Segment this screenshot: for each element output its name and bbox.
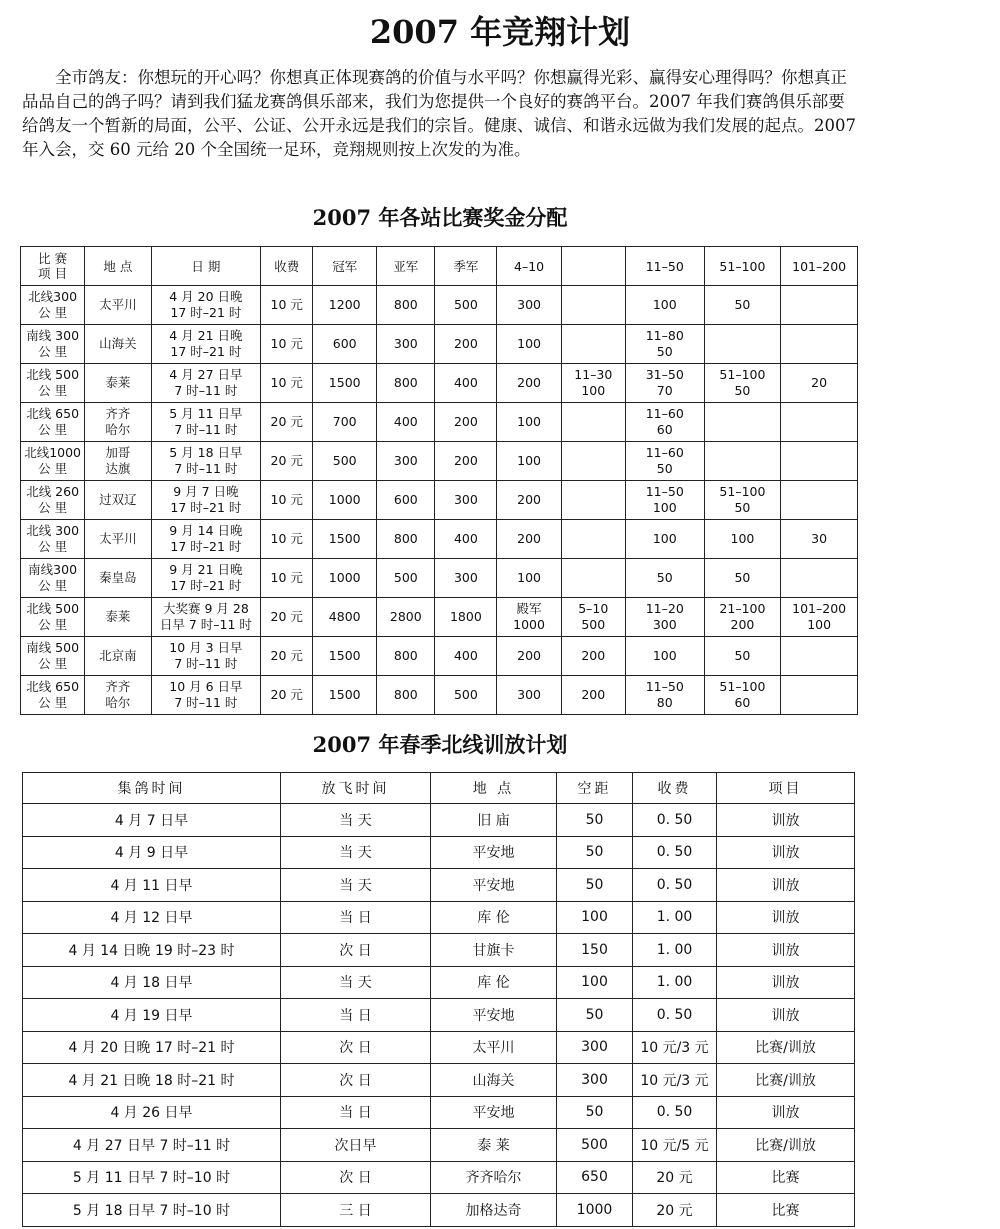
prize-cell: 4 月 20 日晚 17 时–21 时	[151, 286, 261, 325]
prize-cell: 100	[497, 325, 561, 364]
training-cell: 4 月 12 日早	[23, 901, 281, 934]
training-row	[23, 1161, 855, 1194]
prize-row	[21, 637, 858, 676]
prize-cell: 51–100 60	[704, 676, 781, 715]
prize-cell: 1500	[313, 364, 377, 403]
prize-cell: 北线 500 公 里	[21, 364, 85, 403]
prize-cell: 200	[435, 325, 497, 364]
prize-cell: 1000	[313, 481, 377, 520]
prize-cell: 10 月 3 日早 7 时–11 时	[151, 637, 261, 676]
training-cell: 次 日	[281, 1161, 431, 1194]
prize-cell: 20 元	[261, 676, 313, 715]
prize-cell: 1000	[313, 559, 377, 598]
training-cell: 次日早	[281, 1129, 431, 1162]
training-row	[23, 869, 855, 902]
training-header-cell: 放飞时间	[281, 773, 431, 804]
prize-header-cell: 比 赛 项 目	[21, 247, 85, 286]
training-header-cell: 收费	[633, 773, 717, 804]
prize-cell: 4800	[313, 598, 377, 637]
training-cell: 300	[557, 1064, 633, 1097]
prize-cell: 500	[377, 559, 435, 598]
prize-cell: 200	[497, 364, 561, 403]
training-cell: 当 天	[281, 966, 431, 999]
prize-cell: 100	[497, 559, 561, 598]
prize-cell: 300	[435, 559, 497, 598]
training-cell: 300	[557, 1031, 633, 1064]
training-cell: 5 月 18 日早 7 时–10 时	[23, 1194, 281, 1227]
prize-cell: 北京南	[85, 637, 151, 676]
prize-cell: 10 元	[261, 481, 313, 520]
prize-cell: 北线 500 公 里	[21, 598, 85, 637]
training-cell: 训放	[717, 836, 855, 869]
prize-cell	[781, 481, 858, 520]
prize-cell: 南线 500 公 里	[21, 637, 85, 676]
prize-cell: 50	[704, 286, 781, 325]
prize-table	[20, 246, 858, 715]
training-cell: 0. 50	[633, 804, 717, 837]
prize-cell: 51–100 50	[704, 364, 781, 403]
prize-header-cell	[561, 247, 625, 286]
prize-row	[21, 286, 858, 325]
training-cell: 当 天	[281, 804, 431, 837]
prize-cell: 300	[377, 325, 435, 364]
training-cell: 训放	[717, 901, 855, 934]
prize-header-cell: 日 期	[151, 247, 261, 286]
prize-header-cell: 地 点	[85, 247, 151, 286]
training-cell: 50	[557, 836, 633, 869]
training-cell: 5 月 11 日早 7 时–10 时	[23, 1161, 281, 1194]
training-row	[23, 836, 855, 869]
prize-cell: 20 元	[261, 403, 313, 442]
training-cell: 650	[557, 1161, 633, 1194]
training-cell: 当 天	[281, 836, 431, 869]
training-cell: 训放	[717, 966, 855, 999]
training-cell: 50	[557, 869, 633, 902]
prize-cell: 400	[435, 520, 497, 559]
prize-cell	[561, 442, 625, 481]
training-cell: 20 元	[633, 1194, 717, 1227]
prize-cell: 4 月 27 日早 7 时–11 时	[151, 364, 261, 403]
prize-cell: 北线 650 公 里	[21, 676, 85, 715]
prize-row	[21, 442, 858, 481]
training-cell: 当 日	[281, 901, 431, 934]
prize-cell: 11–60 50	[625, 442, 704, 481]
prize-cell	[561, 559, 625, 598]
prize-cell: 加哥 达旗	[85, 442, 151, 481]
prize-cell	[561, 325, 625, 364]
training-cell: 1. 00	[633, 901, 717, 934]
training-cell: 平安地	[431, 1096, 557, 1129]
training-cell: 10 元/3 元	[633, 1064, 717, 1097]
prize-cell: 500	[435, 286, 497, 325]
prize-cell: 11–60 60	[625, 403, 704, 442]
prize-cell	[781, 442, 858, 481]
prize-header-cell: 4–10	[497, 247, 561, 286]
training-cell: 4 月 26 日早	[23, 1096, 281, 1129]
prize-cell: 800	[377, 637, 435, 676]
prize-row	[21, 559, 858, 598]
prize-cell: 北线 650 公 里	[21, 403, 85, 442]
prize-cell: 10 元	[261, 325, 313, 364]
training-cell: 次 日	[281, 1064, 431, 1097]
prize-cell: 21–100 200	[704, 598, 781, 637]
prize-cell: 300	[497, 286, 561, 325]
training-row	[23, 804, 855, 837]
prize-header-cell: 101–200	[781, 247, 858, 286]
prize-cell: 200	[435, 403, 497, 442]
prize-cell: 31–50 70	[625, 364, 704, 403]
training-header-cell: 集鸽时间	[23, 773, 281, 804]
training-cell: 训放	[717, 1096, 855, 1129]
training-row	[23, 1064, 855, 1097]
prize-cell: 100	[704, 520, 781, 559]
prize-cell: 100	[625, 286, 704, 325]
prize-cell: 20 元	[261, 637, 313, 676]
prize-cell: 20	[781, 364, 858, 403]
prize-cell: 50	[704, 559, 781, 598]
training-cell: 训放	[717, 869, 855, 902]
training-table-title: 2007 年春季北线训放计划	[312, 732, 568, 757]
prize-cell: 400	[435, 364, 497, 403]
training-row	[23, 934, 855, 967]
prize-cell: 300	[497, 676, 561, 715]
training-cell: 100	[557, 966, 633, 999]
prize-cell	[704, 442, 781, 481]
training-cell: 平安地	[431, 836, 557, 869]
prize-cell: 山海关	[85, 325, 151, 364]
training-table	[22, 772, 855, 1227]
prize-cell: 10 元	[261, 520, 313, 559]
training-cell: 训放	[717, 804, 855, 837]
training-cell: 当 日	[281, 1096, 431, 1129]
prize-cell: 2800	[377, 598, 435, 637]
prize-cell	[781, 286, 858, 325]
prize-cell: 200	[497, 481, 561, 520]
intro-paragraph: 全市鸽友：你想玩的开心吗？你想真正体现赛鸽的价值与水平吗？你想赢得光彩、赢得安心理得吗？你想真正品品自己的鸽子吗？请到我们猛龙赛鸽俱乐部来，我们为您提供一个良好的赛鸽平台。2007 年我们赛鸽俱乐部要给鸽友一个暂新的局面，公平、公证、公开永远是我们的宗旨。健康、诚信、和谐永远做为我们发展的起点。2007 年入会，交 60 元给 20 个全国统一足环，竞翔规则按上次发的为准。	[22, 68, 856, 159]
training-cell: 0. 50	[633, 1096, 717, 1129]
training-cell: 次 日	[281, 1031, 431, 1064]
prize-row	[21, 676, 858, 715]
training-header-cell: 项目	[717, 773, 855, 804]
prize-cell: 9 月 21 日晚 17 时–21 时	[151, 559, 261, 598]
prize-cell: 北线 260 公 里	[21, 481, 85, 520]
prize-header-row	[21, 247, 858, 286]
prize-cell: 10 元	[261, 286, 313, 325]
training-cell: 训放	[717, 999, 855, 1032]
training-cell: 500	[557, 1129, 633, 1162]
prize-cell: 300	[377, 442, 435, 481]
training-cell: 平安地	[431, 869, 557, 902]
training-cell: 加格达奇	[431, 1194, 557, 1227]
training-cell: 库 伦	[431, 901, 557, 934]
training-cell: 山海关	[431, 1064, 557, 1097]
prize-cell: 800	[377, 520, 435, 559]
prize-row	[21, 598, 858, 637]
prize-cell: 秦皇岛	[85, 559, 151, 598]
prize-cell	[781, 403, 858, 442]
prize-cell	[781, 637, 858, 676]
prize-cell	[561, 520, 625, 559]
prize-cell: 1800	[435, 598, 497, 637]
prize-cell: 50	[625, 559, 704, 598]
training-cell: 1. 00	[633, 934, 717, 967]
training-cell: 比赛/训放	[717, 1064, 855, 1097]
training-cell: 10 元/3 元	[633, 1031, 717, 1064]
training-cell: 4 月 9 日早	[23, 836, 281, 869]
training-row	[23, 901, 855, 934]
training-cell: 当 天	[281, 869, 431, 902]
training-cell: 库 伦	[431, 966, 557, 999]
training-cell: 甘旗卡	[431, 934, 557, 967]
prize-cell: 51–100 50	[704, 481, 781, 520]
training-cell: 4 月 20 日晚 17 时–21 时	[23, 1031, 281, 1064]
prize-row	[21, 481, 858, 520]
prize-cell: 11–50 80	[625, 676, 704, 715]
training-row	[23, 1194, 855, 1227]
training-row	[23, 999, 855, 1032]
prize-cell: 700	[313, 403, 377, 442]
training-cell: 0. 50	[633, 999, 717, 1032]
prize-cell: 过双辽	[85, 481, 151, 520]
prize-cell: 9 月 7 日晚 17 时–21 时	[151, 481, 261, 520]
prize-cell: 5 月 18 日早 7 时–11 时	[151, 442, 261, 481]
training-cell: 比赛/训放	[717, 1031, 855, 1064]
prize-cell: 100	[625, 637, 704, 676]
prize-cell: 南线 300 公 里	[21, 325, 85, 364]
prize-cell: 400	[377, 403, 435, 442]
prize-table-title: 2007 年各站比赛奖金分配	[312, 205, 568, 230]
prize-cell: 500	[435, 676, 497, 715]
prize-cell: 300	[435, 481, 497, 520]
prize-header-cell: 季军	[435, 247, 497, 286]
prize-cell: 11–50 100	[625, 481, 704, 520]
training-cell: 三 日	[281, 1194, 431, 1227]
training-cell: 1. 00	[633, 966, 717, 999]
training-cell: 1000	[557, 1194, 633, 1227]
prize-cell	[561, 403, 625, 442]
training-cell: 旧 庙	[431, 804, 557, 837]
prize-cell: 南线300 公 里	[21, 559, 85, 598]
prize-cell: 北线1000 公 里	[21, 442, 85, 481]
prize-cell: 100	[497, 403, 561, 442]
prize-row	[21, 403, 858, 442]
training-row	[23, 966, 855, 999]
prize-cell: 北线 300 公 里	[21, 520, 85, 559]
training-cell: 50	[557, 1096, 633, 1129]
training-row	[23, 1031, 855, 1064]
prize-cell	[781, 325, 858, 364]
prize-row	[21, 325, 858, 364]
training-row	[23, 1129, 855, 1162]
training-cell: 100	[557, 901, 633, 934]
prize-cell: 20 元	[261, 598, 313, 637]
prize-cell: 齐齐 哈尔	[85, 403, 151, 442]
prize-cell: 齐齐 哈尔	[85, 676, 151, 715]
training-cell: 训放	[717, 934, 855, 967]
prize-cell: 殿军 1000	[497, 598, 561, 637]
prize-cell: 800	[377, 676, 435, 715]
prize-cell: 太平川	[85, 286, 151, 325]
training-cell: 平安地	[431, 999, 557, 1032]
prize-row	[21, 520, 858, 559]
prize-header-cell: 冠军	[313, 247, 377, 286]
prize-cell: 600	[313, 325, 377, 364]
training-cell: 10 元/5 元	[633, 1129, 717, 1162]
prize-cell	[781, 559, 858, 598]
training-cell: 0. 50	[633, 836, 717, 869]
prize-header-cell: 11–50	[625, 247, 704, 286]
prize-cell	[561, 481, 625, 520]
prize-cell	[561, 286, 625, 325]
prize-cell: 10 元	[261, 559, 313, 598]
prize-cell: 9 月 14 日晚 17 时–21 时	[151, 520, 261, 559]
prize-cell: 20 元	[261, 442, 313, 481]
prize-cell: 600	[377, 481, 435, 520]
training-header-cell: 地 点	[431, 773, 557, 804]
prize-cell: 太平川	[85, 520, 151, 559]
training-cell: 4 月 18 日早	[23, 966, 281, 999]
training-cell: 当 日	[281, 999, 431, 1032]
prize-cell: 泰莱	[85, 364, 151, 403]
prize-cell: 30	[781, 520, 858, 559]
prize-cell: 5 月 11 日早 7 时–11 时	[151, 403, 261, 442]
training-cell: 比赛	[717, 1161, 855, 1194]
prize-header-cell: 收费	[261, 247, 313, 286]
training-cell: 比赛	[717, 1194, 855, 1227]
prize-cell: 10 月 6 日早 7 时–11 时	[151, 676, 261, 715]
prize-header-cell: 51–100	[704, 247, 781, 286]
prize-cell: 200	[497, 637, 561, 676]
prize-cell: 100	[497, 442, 561, 481]
training-cell: 4 月 14 日晚 19 时–23 时	[23, 934, 281, 967]
prize-cell: 11–30 100	[561, 364, 625, 403]
prize-cell: 5–10 500	[561, 598, 625, 637]
prize-cell: 4 月 21 日晚 17 时–21 时	[151, 325, 261, 364]
prize-cell	[704, 325, 781, 364]
training-cell: 齐齐哈尔	[431, 1161, 557, 1194]
prize-cell: 11–80 50	[625, 325, 704, 364]
page-title: 2007 年竞翔计划	[369, 13, 631, 51]
prize-cell: 200	[561, 637, 625, 676]
prize-cell: 100	[625, 520, 704, 559]
prize-cell: 200	[561, 676, 625, 715]
training-cell: 50	[557, 804, 633, 837]
training-cell: 50	[557, 999, 633, 1032]
prize-cell: 1200	[313, 286, 377, 325]
training-cell: 150	[557, 934, 633, 967]
prize-cell: 200	[497, 520, 561, 559]
training-cell: 4 月 7 日早	[23, 804, 281, 837]
prize-cell: 200	[435, 442, 497, 481]
training-header-row	[23, 773, 855, 804]
prize-cell: 1500	[313, 676, 377, 715]
prize-cell: 10 元	[261, 364, 313, 403]
training-cell: 次 日	[281, 934, 431, 967]
prize-cell: 50	[704, 637, 781, 676]
training-cell: 4 月 27 日早 7 时–11 时	[23, 1129, 281, 1162]
prize-cell: 500	[313, 442, 377, 481]
prize-cell: 1500	[313, 637, 377, 676]
prize-cell: 101–200 100	[781, 598, 858, 637]
training-cell: 太平川	[431, 1031, 557, 1064]
training-cell: 4 月 19 日早	[23, 999, 281, 1032]
prize-cell: 800	[377, 364, 435, 403]
prize-cell: 400	[435, 637, 497, 676]
prize-cell: 泰莱	[85, 598, 151, 637]
training-cell: 泰 莱	[431, 1129, 557, 1162]
prize-cell: 11–20 300	[625, 598, 704, 637]
training-cell: 比赛/训放	[717, 1129, 855, 1162]
training-row	[23, 1096, 855, 1129]
training-cell: 4 月 11 日早	[23, 869, 281, 902]
prize-cell	[704, 403, 781, 442]
training-cell: 0. 50	[633, 869, 717, 902]
training-cell: 4 月 21 日晚 18 时–21 时	[23, 1064, 281, 1097]
prize-row	[21, 364, 858, 403]
prize-header-cell: 亚军	[377, 247, 435, 286]
prize-cell: 800	[377, 286, 435, 325]
prize-cell: 北线300 公 里	[21, 286, 85, 325]
training-header-cell: 空距	[557, 773, 633, 804]
prize-cell	[781, 676, 858, 715]
prize-cell: 1500	[313, 520, 377, 559]
prize-cell: 大奖赛 9 月 28 日早 7 时–11 时	[151, 598, 261, 637]
training-cell: 20 元	[633, 1161, 717, 1194]
